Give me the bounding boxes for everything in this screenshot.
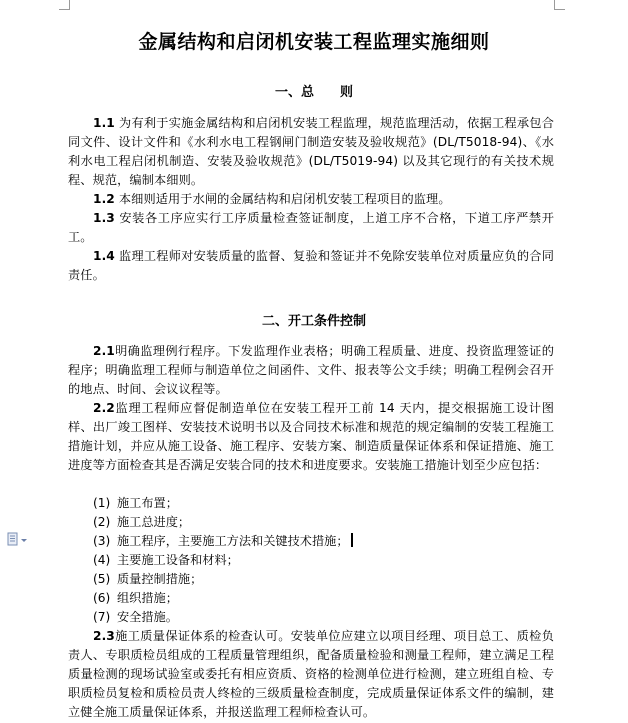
list-item-text: 组织措施； <box>117 591 178 605</box>
page-corner-mark-left <box>59 0 70 10</box>
paragraph-number: 1.1 <box>93 116 115 130</box>
paragraph-text: 监理工程师应督促制造单位在安装工程开工前 14 天内，提交根据施工设计图样、出厂竣工图样、安装技术说明书以及合同技术标准和规范的规定编制的安装工程施工措施计划，并应从施工设备、施工程序、安装方案、制造质量保证体系和保证措施、施工进度等方面检查其是否满足安装合同的技术和进度要求。安装施工措施计划至少应包括： <box>68 401 554 472</box>
text-cursor <box>351 533 353 547</box>
paragraph-text: 本细则适用于水闸的金属结构和启闭机安装工程项目的监理。 <box>114 192 451 206</box>
list-item-number: (5) <box>93 572 111 586</box>
list-item <box>93 608 178 627</box>
list-item-text: 安全措施。 <box>117 610 178 624</box>
list-item-text: 施工布置； <box>117 496 178 510</box>
section-heading-2: 二、开工条件控制 <box>261 314 366 329</box>
list-item <box>93 513 190 532</box>
list-item-number: (7) <box>93 610 111 624</box>
paragraph-number: 1.3 <box>93 211 115 225</box>
paragraph-number: 1.4 <box>93 249 115 263</box>
paragraph-2-1 <box>68 342 554 399</box>
list-item <box>93 532 353 551</box>
list-item-number: (1) <box>93 496 111 510</box>
list-item <box>93 551 239 570</box>
paragraph-1-1 <box>68 114 554 190</box>
list-item-number: (2) <box>93 515 111 529</box>
paragraph-2-2 <box>68 399 554 475</box>
paragraph-number: 2.1 <box>93 344 115 358</box>
paragraph-text: 监理工程师对安装质量的监督、复验和签证并不免除安装单位对质量应负的合同责任。 <box>68 249 554 282</box>
paragraph-text: 为有利于实施金属结构和启闭机安装工程监理，规范监理活动，依据工程承包合同文件、设计文件和《水利水电工程钢闸门制造安装及验收规范》(DL/T5018-94)、《水利水电工程启闭机制造、安装及验收规范》(DL/T5019-94) 以及其它现行的有关技术规程、规范，编制本细则。 <box>68 116 554 187</box>
page-corner-mark-right <box>554 0 565 10</box>
list-item-number: (3) <box>93 534 111 548</box>
paragraph-1-3 <box>68 209 554 247</box>
list-item-text: 质量控制措施； <box>117 572 203 586</box>
paragraph-number: 2.2 <box>93 401 115 415</box>
list-item-text: 主要施工设备和材料； <box>117 553 239 567</box>
paragraph-1-2 <box>68 190 554 209</box>
paragraph-text: 施工质量保证体系的检查认可。安装单位应建立以项目经理、项目总工、质检负责人、专职质检员组成的工程质量管理组织，配备质量检验和测量工程师，建立满足工程质量检测的现场试验室或委托有相应资质、资格的检测单位进行检测，建立班组自检、专职质检员复检和质检员责人终检的三级质量检查制度，完成质量保证体系文件的编制，建立健全施工质量保证体系，并报送监理工程师检查认可。 <box>68 629 554 719</box>
paragraph-number: 1.2 <box>93 192 115 206</box>
paragraph-1-4 <box>68 247 554 285</box>
paragraph-text: 明确监理例行程序。下发监理作业表格；明确工程质量、进度、投资监理签证的程序；明确监理工程师与制造单位之间函件、文件、报表等公文手续；明确工程例会召开的地点、时间、会议议程等。 <box>68 344 554 396</box>
list-item <box>93 570 202 589</box>
paragraph-number: 2.3 <box>93 629 115 643</box>
paste-options-icon[interactable] <box>7 532 29 548</box>
list-item-number: (4) <box>93 553 111 567</box>
paragraph-2-3 <box>68 627 554 722</box>
list-item-number: (6) <box>93 591 111 605</box>
list-item-text: 施工总进度； <box>117 515 191 529</box>
paragraph-text: 安装各工序应实行工序质量检查签证制度，上道工序不合格，下道工序严禁开工。 <box>68 211 554 244</box>
list-item-text: 施工程序，主要施工方法和关键技术措施； <box>117 534 349 548</box>
list-item <box>93 494 178 513</box>
document-title: 金属结构和启闭机安装工程监理实施细则 <box>138 31 490 53</box>
list-item <box>93 589 178 608</box>
section-heading-1: 一、总 则 <box>274 85 353 100</box>
